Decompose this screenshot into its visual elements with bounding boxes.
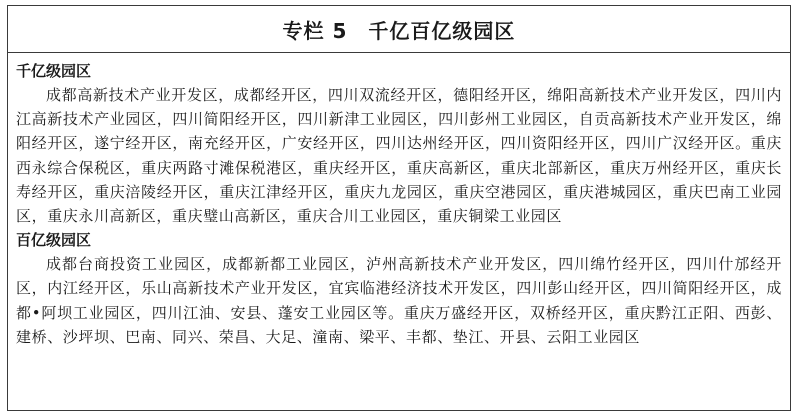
box-content bbox=[8, 53, 790, 349]
column-box bbox=[7, 5, 791, 411]
section-heading-thousand-billion: 千亿级园区 bbox=[16, 62, 92, 80]
section-text-thousand-billion: 成都高新技术产业开发区，成都经开区，四川双流经开区，德阳经开区，绵阳高新技术产业开发区，四川内江高新技术产业园区，四川简阳经开区，四川新津工业园区，四川彭州工业园区，自贡高新技术产业开发区，绵阳经开区，遂宁经开区，南充经开区，广安经开区，四川达州经开区，四川资阳经开区，四川广汉经开区。重庆西永综合保税区，重庆两路寸滩保税港区，重庆经开区，重庆高新区，重庆北部新区，重庆万州经开区，重庆长寿经开区，重庆涪陵经开区，重庆江津经开区，重庆九龙园区，重庆空港园区，重庆港城园区，重庆巴南工业园区，重庆永川高新区，重庆璧山高新区，重庆合川工业园区，重庆铜梁工业园区 bbox=[16, 86, 782, 226]
section-text-hundred-billion: 成都台商投资工业园区，成都新都工业园区，泸州高新技术产业开发区，四川绵竹经开区，四川什邡经开区，内江经开区，乐山高新技术产业开发区，宜宾临港经济技术开发区，四川彭山经开区，四川简阳经开区，成都•阿坝工业园区，四川江油、安县、蓬安工业园区等。重庆万盛经开区，双桥经开区，重庆黔江正阳、西彭、建桥、沙坪坝、巴南、同兴、荣昌、大足、潼南、梁平、丰都、垫江、开县、云阳工业园区 bbox=[16, 255, 782, 346]
box-title: 专栏 5 千亿百亿级园区 bbox=[8, 6, 790, 53]
section-heading-hundred-billion: 百亿级园区 bbox=[16, 231, 92, 250]
